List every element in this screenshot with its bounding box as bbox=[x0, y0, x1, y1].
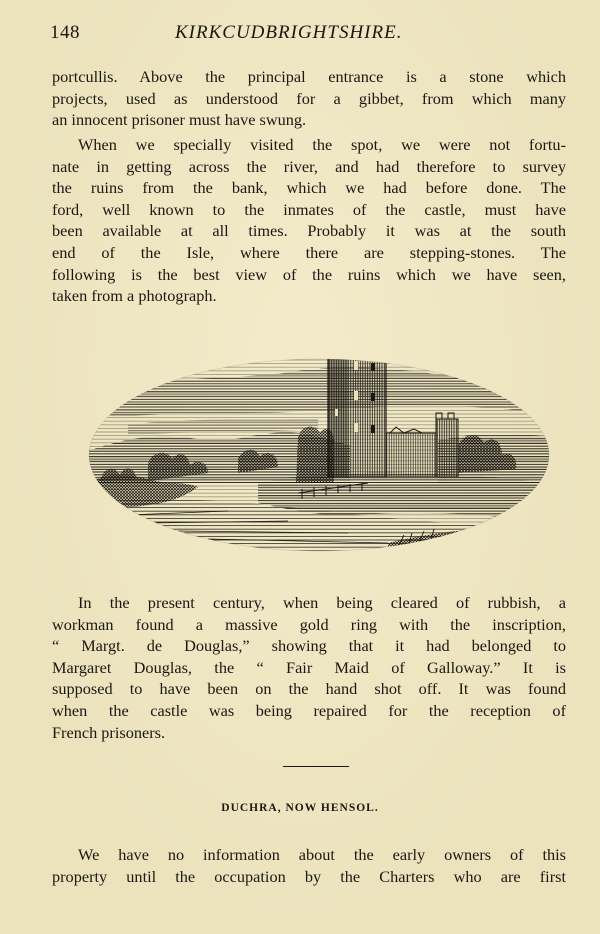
text-line: workman found a massive gold ring with the inscription, bbox=[52, 614, 566, 634]
paragraph-portcullis bbox=[52, 66, 566, 131]
text-line: supposed to have been on the hand shot off. It was found bbox=[52, 679, 566, 699]
paragraph-gold-ring bbox=[52, 592, 566, 743]
text-line: projects, used as understood for a gibbet, from which many bbox=[52, 88, 566, 108]
text-line: Margaret Douglas, the “ Fair Maid of Galloway.” It is bbox=[52, 657, 566, 677]
text-line: French prisoners. bbox=[52, 722, 166, 742]
text-line: when the castle was being repaired for the reception of bbox=[52, 700, 566, 720]
text-line: taken from a photograph. bbox=[52, 286, 217, 306]
text-line: property until the occupation by the Charters who are first bbox=[52, 866, 566, 886]
text-line: end of the Isle, where there are stepping-stones. The bbox=[52, 242, 566, 262]
castle-ruin-engraving-icon bbox=[88, 333, 550, 563]
section-heading: DUCHRA, NOW HENSOL. bbox=[221, 802, 379, 814]
paragraph-visit bbox=[52, 134, 566, 307]
text-line: ford, well known to the inmates of the castle, must have bbox=[52, 199, 566, 219]
text-line: nate in getting across the river, and had therefore to survey bbox=[52, 156, 566, 176]
page-header bbox=[50, 22, 550, 48]
text-line: an innocent prisoner must have swung. bbox=[52, 110, 307, 130]
text-line: “ Margt. de Douglas,” showing that it had belonged to bbox=[52, 636, 566, 656]
text-line: We have no information about the early owners of this bbox=[78, 845, 566, 864]
text-line: following is the best view of the ruins which we have seen, bbox=[52, 264, 566, 284]
text-line: the ruins from the bank, which we had before done. The bbox=[52, 178, 566, 198]
text-line: been available at all times. Probably it was at the south bbox=[52, 221, 566, 241]
section-divider bbox=[283, 766, 349, 767]
text-line: When we specially visited the spot, we were not fortu- bbox=[78, 135, 566, 154]
text-line: portcullis. Above the principal entrance is a stone which bbox=[52, 67, 566, 86]
page-number: 148 bbox=[50, 22, 80, 43]
text-line: In the present century, when being cleared of rubbish, a bbox=[78, 593, 566, 612]
running-title: KIRKCUDBRIGHTSHIRE. bbox=[175, 22, 403, 43]
paragraph-duchra bbox=[52, 844, 566, 887]
